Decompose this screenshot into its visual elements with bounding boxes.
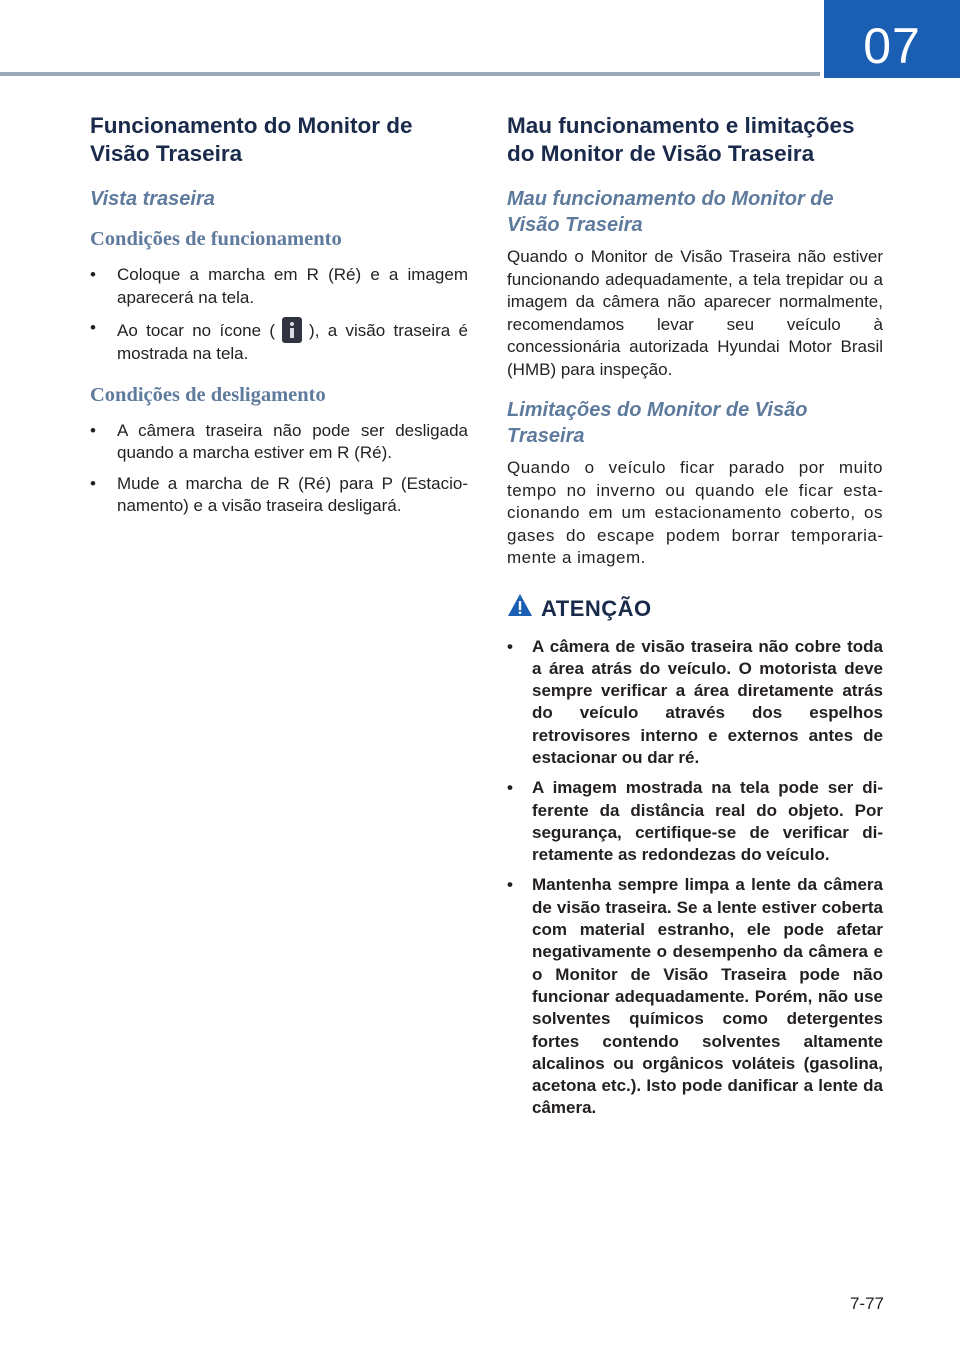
malfunction-paragraph: Quando o Monitor de Visão Traseira não estiver funcionando adequadamente, a tela trepidar ou a imagem da câmera não aparecer normalmente, recomendamos levar seu veículo à concessionária autorizada Hyundai Motor Brasil (HMB) para inspeção. bbox=[507, 247, 883, 379]
list-item-text: A câmera de visão traseira não cobre toda a área atrás do veículo. O motorista deve sempre verificar a área diretamente atrás do veículo através dos espelhos retrovisores interno e externos antes de estacionar ou dar ré. bbox=[532, 636, 883, 767]
list-item bbox=[507, 874, 883, 1119]
list-item-text-before: Ao tocar no ícone ( bbox=[117, 321, 276, 340]
section-title-operation: Funcionamento do Monitor de Visão Traseira bbox=[90, 113, 413, 166]
heading-operating-conditions: Condições de funcionamento bbox=[90, 228, 342, 250]
list-item bbox=[90, 264, 468, 309]
header-rule bbox=[0, 72, 820, 76]
list-item-text: Coloque a marcha em R (Ré) e a imagem aparecerá na tela. bbox=[117, 265, 468, 307]
operating-conditions-list bbox=[90, 264, 468, 366]
warning-header bbox=[507, 588, 883, 622]
list-item-text: Mude a marcha de R (Ré) para P (Estacionamento) e a visão traseira desligará. bbox=[117, 473, 468, 515]
list-item bbox=[507, 636, 883, 770]
list-item bbox=[90, 420, 468, 465]
list-item bbox=[507, 777, 883, 866]
bullet-icon: • bbox=[90, 265, 96, 284]
list-item-text: A imagem mostrada na tela pode ser diferente da distância real do objeto. Por segurança, certifique-se de verificar diretamente as redondezas do veículo. bbox=[532, 778, 883, 865]
bullet-icon: • bbox=[90, 473, 96, 493]
subtitle-rear-view: Vista traseira bbox=[90, 188, 215, 210]
bullet-icon: • bbox=[507, 636, 513, 656]
subtitle-malfunction: Mau funcionamento do Monitor de Visão Traseira bbox=[507, 188, 834, 236]
warning-triangle-icon bbox=[507, 593, 533, 617]
section-title-malfunction: Mau funcionamento e limitações do Monitor de Visão Traseira bbox=[507, 113, 855, 166]
heading-shutdown-conditions: Condições de desligamento bbox=[90, 383, 326, 406]
right-column bbox=[507, 112, 883, 1128]
warning-list bbox=[507, 636, 883, 1120]
limitations-paragraph: Quando o veículo ficar parado por muito tempo no inverno ou quando ele ficar estacionando em um estacionamento coberto, os gases do escape podem borrar temporariamente a imagem. bbox=[507, 458, 883, 567]
warning-title: ATENÇÃO bbox=[541, 595, 652, 621]
list-item bbox=[90, 317, 468, 366]
shutdown-conditions-list bbox=[90, 420, 468, 518]
page-number: 7-77 bbox=[849, 1294, 884, 1313]
list-item-text: Mantenha sempre limpa a lente da câmera de visão traseira. Se a lente estiver coberta com material estranho, ele pode afetar negativamente o desempenho da câmera e o Monitor de Visão Traseira pode não funcionar adequadamente. Porém, não use solventes químicos como detergentes fortes contendo solventes altamente alcalinos ou orgânicos voláteis (gasolina, acetona etc.). Isto pode danificar a lente da câmera. bbox=[532, 875, 883, 1118]
bullet-icon: • bbox=[90, 318, 96, 337]
list-item-text-after: ), a visão traseira é mostrada na tela. bbox=[117, 321, 469, 363]
chapter-tab: 07 bbox=[824, 0, 960, 78]
left-column bbox=[90, 112, 468, 526]
list-item-text: A câmera traseira não pode ser desligada quando a marcha estiver em R (Ré). bbox=[117, 420, 468, 462]
bullet-icon: • bbox=[90, 420, 96, 440]
bullet-icon: • bbox=[507, 875, 513, 895]
rear-view-camera-icon bbox=[282, 317, 302, 343]
list-item bbox=[90, 473, 468, 518]
subtitle-limitations: Limitações do Monitor de Visão Traseira bbox=[507, 399, 808, 447]
bullet-icon: • bbox=[507, 778, 513, 798]
